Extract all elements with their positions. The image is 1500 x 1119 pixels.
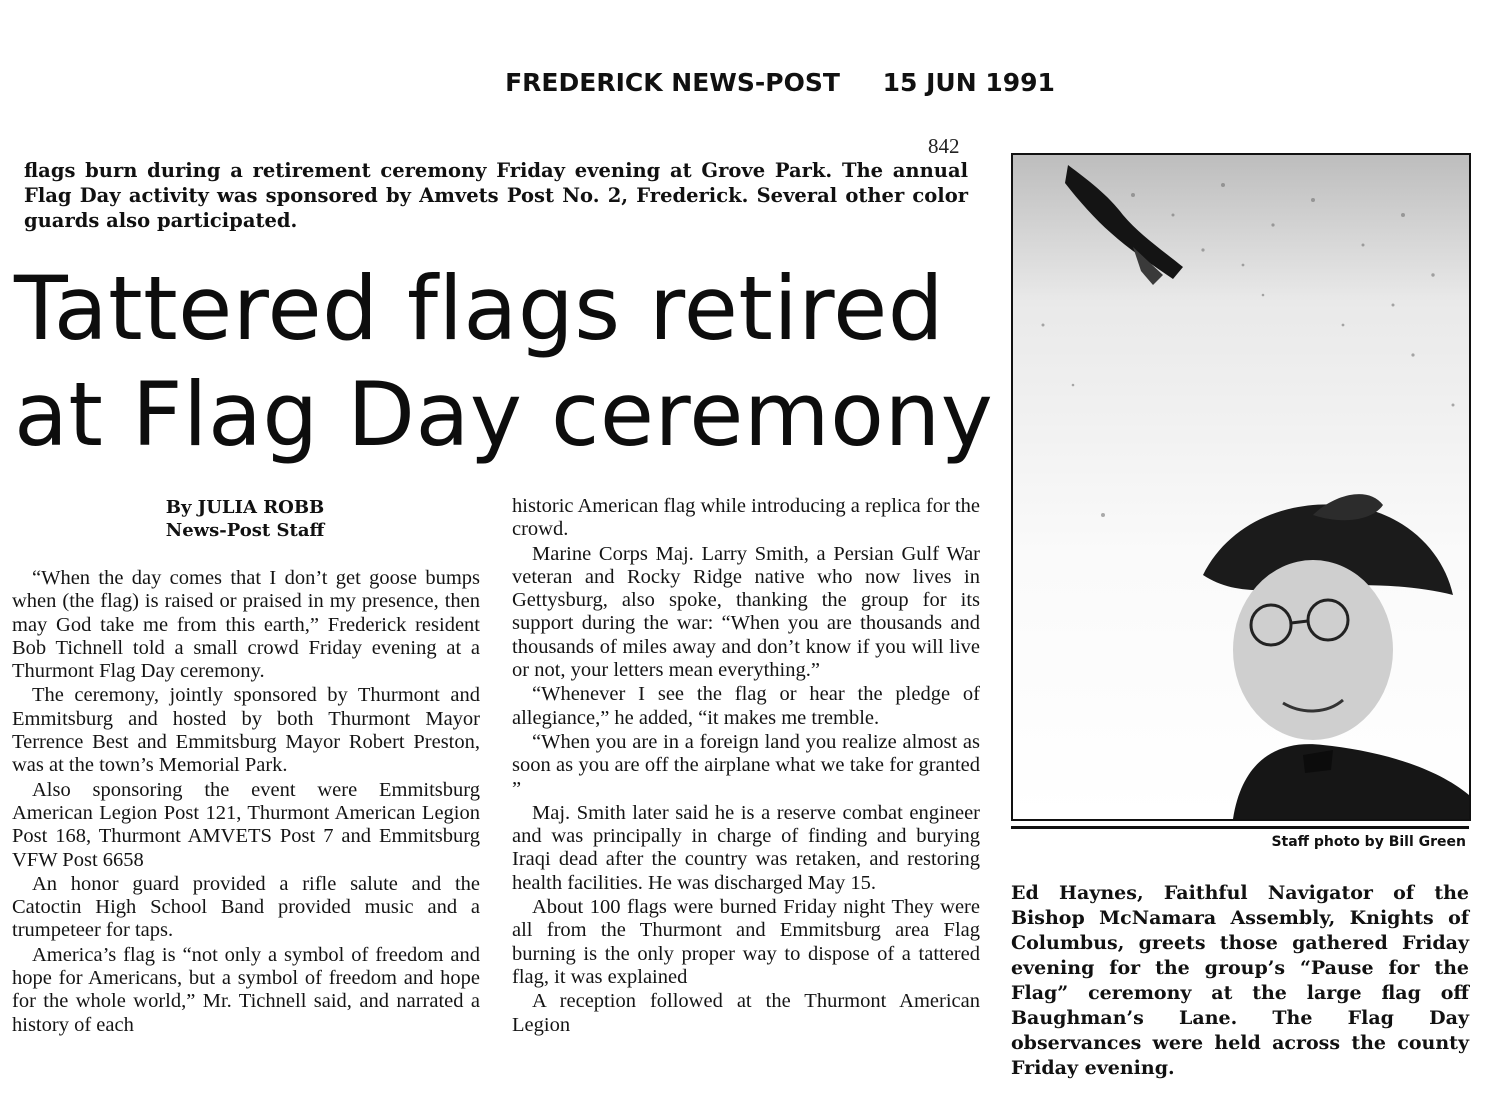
photo-credit: Staff photo by Bill Green	[1271, 834, 1466, 850]
face	[1233, 560, 1393, 740]
sky-background	[1013, 155, 1469, 819]
newspaper-name: FREDERICK NEWS-POST	[505, 68, 840, 97]
paragraph: “When you are in a foreign land you realize almost as soon as you are off the airplane what we take for granted ”	[512, 730, 980, 800]
photo-illustration	[1013, 155, 1469, 819]
paragraph: Also sponsoring the event were Emmitsburg American Legion Post 121, Thurmont American Legion Post 168, Thurmont AMVETS Post 7 and Emmitsburg VFW Post 6658	[12, 778, 480, 871]
byline-desk: News-Post Staff	[165, 520, 325, 541]
top-photo-caption: flags burn during a retirement ceremony Friday evening at Grove Park. The annual Flag Day activity was sponsored by Amvets Post No. 2, Frederick. Several other color guards also participated.	[24, 159, 968, 232]
paragraph-continued: historic American flag while introducing a replica for the crowd.	[512, 495, 980, 541]
news-photo	[1011, 153, 1471, 821]
paragraph: An honor guard provided a rifle salute and the Catoctin High School Band provided music and a trumpeteer for taps.	[12, 872, 480, 942]
paragraph: America’s flag is “not only a symbol of freedom and hope for Americans, but a symbol of freedom and hope for the whole world,” Mr. Tichnell said, and narrated a history of each	[12, 943, 480, 1036]
headline-line-2: at Flag Day ceremony	[14, 363, 994, 466]
paragraph: The ceremony, jointly sponsored by Thurmont and Emmitsburg and hosted by both Thurmont Mayor Terrence Best and Emmitsburg Mayor Robert Preston, was at the town’s Memorial Park.	[12, 684, 480, 777]
byline	[130, 496, 360, 542]
byline-author: By JULIA ROBB	[165, 497, 325, 518]
paragraph: About 100 flags were burned Friday night They were all from the Thurmont and Emmitsburg area Flag burning is the only proper way to dispose of a tattered flag, it was explained	[512, 896, 980, 988]
paragraph: A reception followed at the Thurmont American Legion	[512, 990, 980, 1036]
photo-caption: Ed Haynes, Faithful Navigator of the Bishop McNamara Assembly, Knights of Columbus, greets those gathered Friday evening for the group’s “Pause for the Flag” ceremony at the large flag off Baughman’s Lane. The Flag Day observances were held across the county Friday evening.	[1011, 882, 1469, 1079]
article-column-2	[512, 495, 980, 1037]
eyeglasses-bridge	[1291, 621, 1308, 623]
masthead	[0, 68, 1500, 97]
article-column-1	[12, 567, 480, 1037]
photo-rule	[1011, 826, 1469, 829]
paragraph: Maj. Smith later said he is a reserve combat engineer and was principally in charge of finding and burying Iraqi dead after the country was retaken, and restoring health facilities. He was discharged May 15.	[512, 801, 980, 894]
paragraph: “Whenever I see the flag or hear the pledge of allegiance,” he added, “it makes me tremble.	[512, 683, 980, 729]
headline	[14, 256, 994, 468]
headline-line-1: Tattered flags retired	[14, 257, 945, 360]
paragraph: “When the day comes that I don’t get goose bumps when (the flag) is raised or praised in my presence, then may God take me from this earth,” Frederick resident Bob Tichnell told a small crowd Friday evening at a Thurmont Flag Day ceremony.	[12, 567, 480, 683]
publication-date: 15 JUN 1991	[882, 68, 1055, 97]
page-number: 842	[928, 134, 960, 158]
paragraph: Marine Corps Maj. Larry Smith, a Persian Gulf War veteran and Rocky Ridge native who now lives in Gettysburg, also spoke, thanking the group for its support during the war: “When you are thousands and thousands of miles away and don’t know if you will live or not, your letters mean everything.”	[512, 542, 980, 682]
